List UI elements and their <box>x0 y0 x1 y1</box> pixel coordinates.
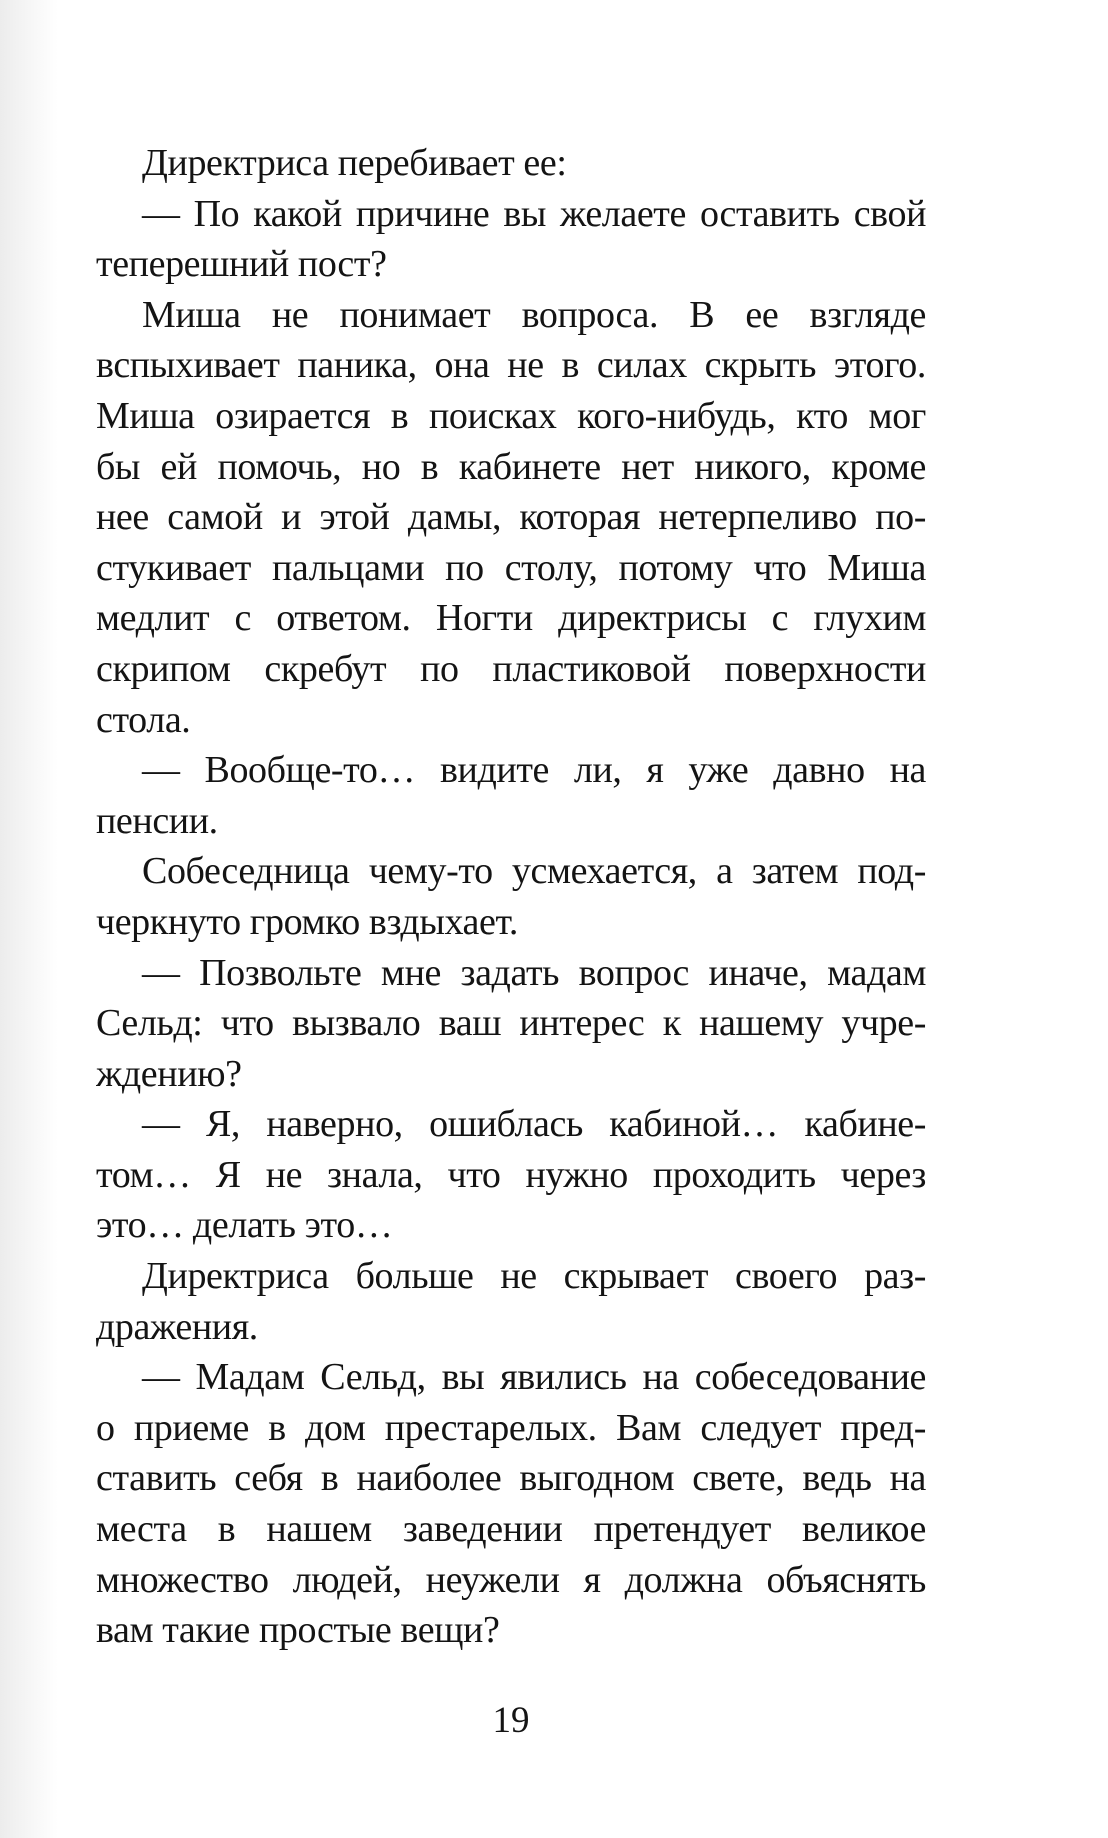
text-line: медлит с ответом. Ногти директрисы с глухим <box>96 597 926 640</box>
text-body <box>96 138 926 1656</box>
text-line: — Вообще-то… видите ли, я уже давно на <box>142 749 926 792</box>
text-line: ждению? <box>96 1052 242 1095</box>
text-line: вам такие простые вещи? <box>96 1609 500 1652</box>
text-line: бы ей помочь, но в кабинете нет никого, кроме <box>96 445 926 488</box>
text-line: Директриса больше не скрывает своего раз- <box>142 1255 926 1298</box>
text-line: — Я, наверно, ошиблась кабиной… кабине- <box>142 1103 926 1146</box>
text-line: о приеме в дом престарелых. Вам следует пред- <box>96 1406 926 1449</box>
text-line: места в нашем заведении претендует великое <box>96 1508 926 1551</box>
text-line: — Позвольте мне задать вопрос иначе, мадам <box>142 951 926 994</box>
text-line: Сельд: что вызвало ваш интерес к нашему учре- <box>96 1002 926 1045</box>
text-line: Собеседница чему-то усмехается, а затем под- <box>142 850 926 893</box>
text-line: Директриса перебивает ее: <box>142 142 567 184</box>
text-line: — Мадам Сельд, вы явились на собеседование <box>142 1356 926 1399</box>
text-line: это… делать это… <box>96 1204 393 1247</box>
text-line: множество людей, неужели я должна объяснять <box>96 1558 926 1601</box>
text-line: стукивает пальцами по столу, потому что Миша <box>96 546 926 589</box>
text-line: — По какой причине вы желаете оставить свой <box>142 192 926 235</box>
text-line: Миша не понимает вопроса. В ее взгляде <box>142 293 926 336</box>
text-line: дражения. <box>96 1305 258 1348</box>
text-line: черкнуто громко вздыхает. <box>96 900 518 943</box>
text-line: ставить себя в наиболее выгодном свете, ведь на <box>96 1457 926 1500</box>
text-line: Миша озирается в поисках кого-нибудь, кто мог <box>96 394 926 437</box>
text-line: нее самой и этой дамы, которая нетерпеливо по- <box>96 496 926 539</box>
text-line: стола. <box>96 698 191 741</box>
text-line: том… Я не знала, что нужно проходить через <box>96 1153 926 1196</box>
page-number: 19 <box>492 1699 530 1741</box>
text-column <box>96 138 926 1742</box>
text-line: пенсии. <box>96 799 218 842</box>
spine-shadow-gradient <box>0 0 58 1838</box>
text-line: вспыхивает паника, она не в силах скрыть этого. <box>96 344 926 387</box>
text-line: скрипом скребут по пластиковой поверхности <box>96 647 926 690</box>
text-line: теперешний пост? <box>96 243 387 286</box>
